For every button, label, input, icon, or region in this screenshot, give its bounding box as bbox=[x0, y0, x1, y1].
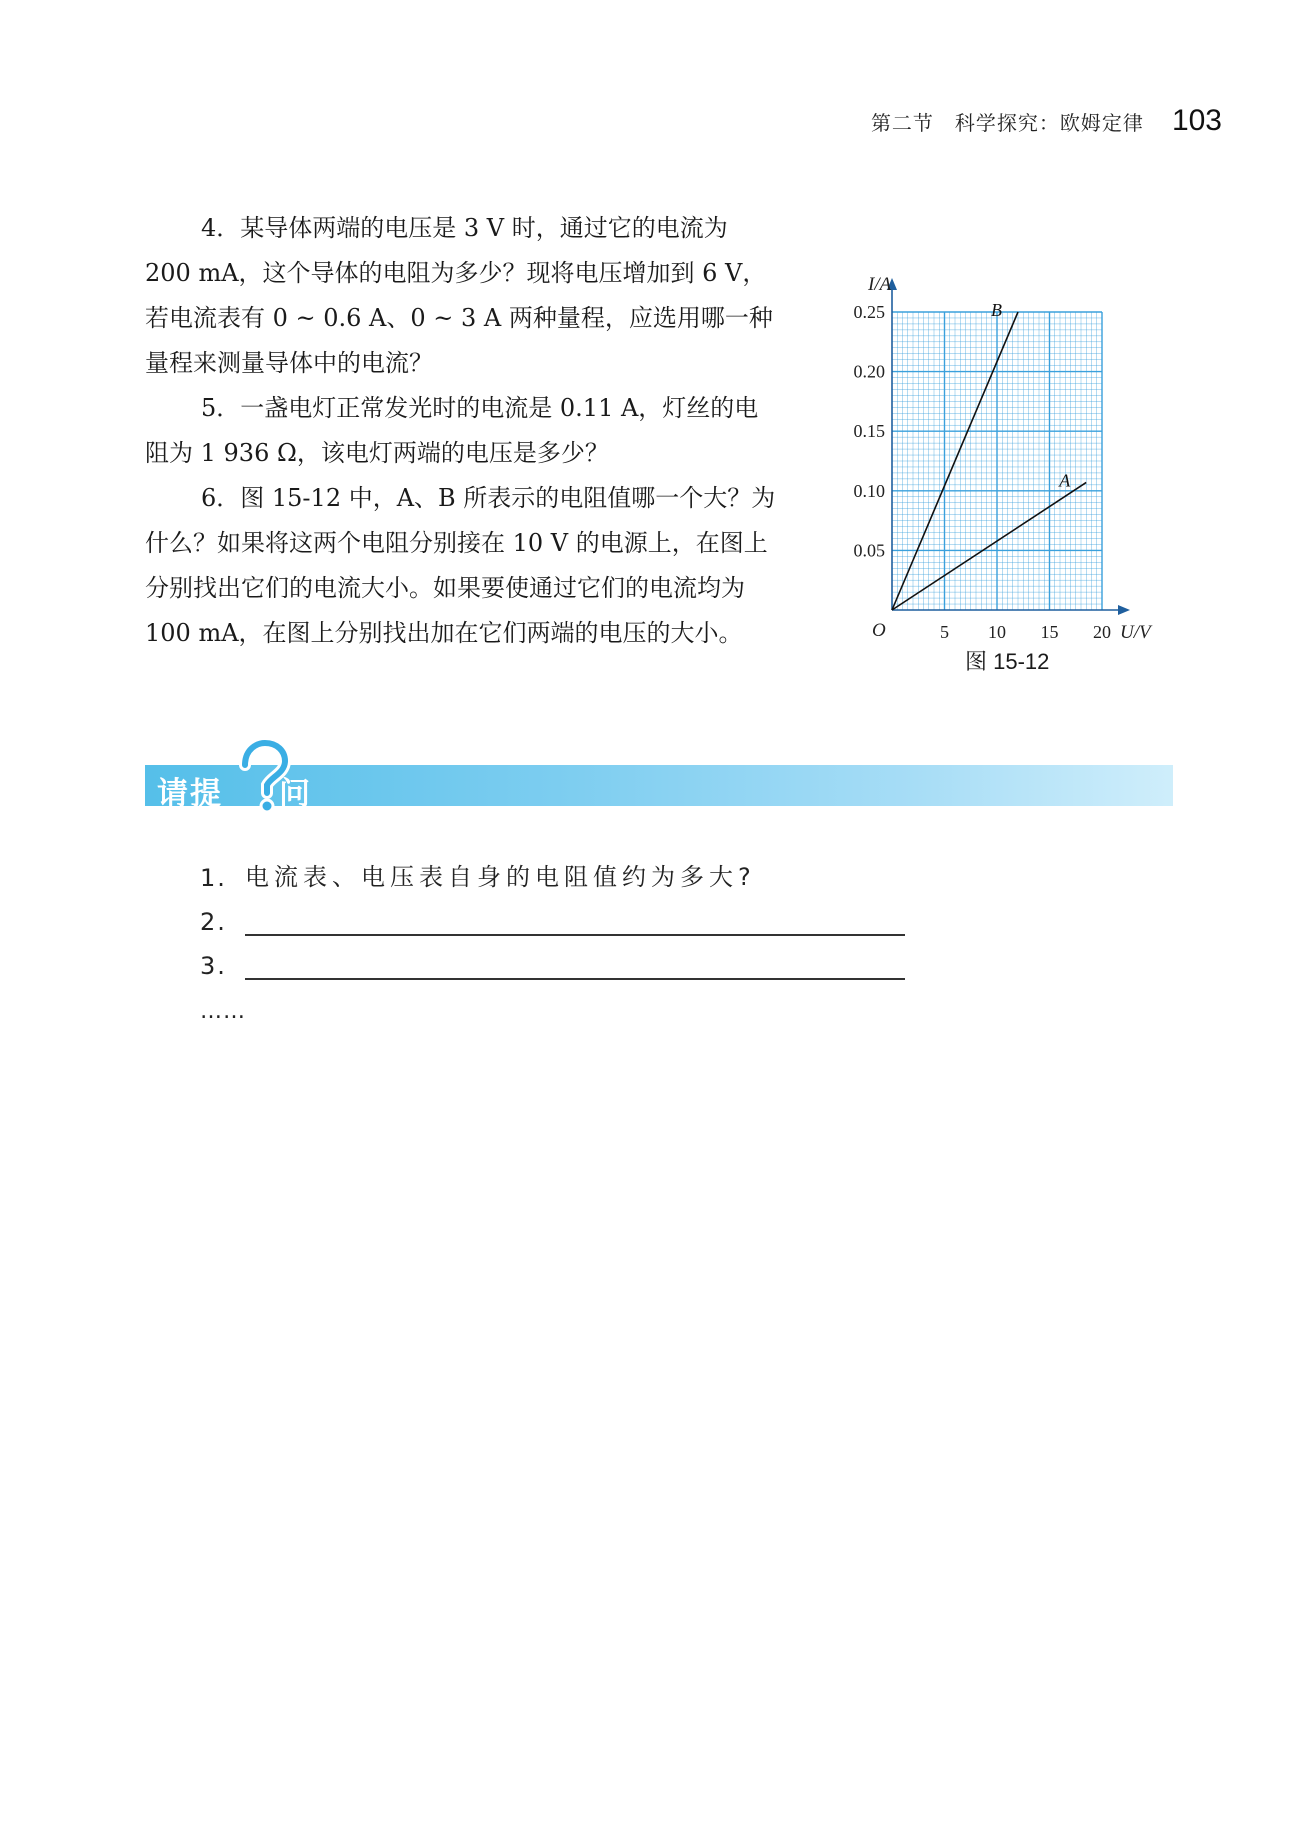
y-tick-label: 0.10 bbox=[853, 480, 885, 501]
series-label-a: A bbox=[1059, 470, 1071, 491]
x-tick-label: 10 bbox=[988, 622, 1006, 640]
ask-questions-banner bbox=[145, 735, 1173, 815]
x-axis-arrow bbox=[1118, 605, 1130, 615]
iu-graph-svg bbox=[845, 200, 1175, 640]
answer-blank-line bbox=[245, 908, 905, 936]
question-number: 1. bbox=[200, 864, 227, 892]
question-item bbox=[200, 848, 920, 892]
question-item bbox=[200, 936, 920, 980]
y-axis-label: I/A bbox=[868, 274, 892, 295]
series-label-b: B bbox=[991, 300, 1002, 320]
iu-graph bbox=[845, 200, 1175, 680]
y-tick-label: 0.15 bbox=[853, 421, 885, 442]
question-number: 3. bbox=[200, 952, 227, 980]
exercise-line: 5．一盏电灯正常发光时的电流是 0.11 A，灯丝的电 bbox=[201, 394, 759, 422]
answer-blank-line bbox=[245, 952, 905, 980]
x-tick-label: 5 bbox=[940, 622, 949, 640]
banner-title-left: 请提 bbox=[157, 776, 223, 812]
exercise-line: 4．某导体两端的电压是 3 V 时，通过它的电流为 bbox=[201, 214, 728, 242]
exercise-line: 200 mA，这个导体的电阻为多少？现将电压增加到 6 V， bbox=[145, 259, 767, 287]
x-tick-label: 15 bbox=[1040, 622, 1059, 640]
section-title: 第二节 科学探究：欧姆定律 bbox=[870, 111, 1144, 135]
question-list bbox=[200, 848, 920, 1024]
question-number: 2. bbox=[200, 908, 227, 936]
origin-label: O bbox=[872, 620, 886, 640]
exercise-line: 6．图 15-12 中，A、B 所表示的电阻值哪一个大？为 bbox=[201, 484, 776, 512]
exercise-line: 分别找出它们的电流大小。如果要使通过它们的电流均为 bbox=[145, 574, 745, 602]
exercise-line: 阻为 1 936 Ω，该电灯两端的电压是多少？ bbox=[145, 439, 609, 467]
banner-title-right: 问 bbox=[279, 776, 312, 812]
y-tick-label: 0.20 bbox=[853, 361, 885, 382]
ellipsis: …… bbox=[200, 999, 246, 1024]
x-axis-label: U/V bbox=[1120, 622, 1151, 640]
question-ellipsis-row bbox=[200, 980, 920, 1024]
exercise-text bbox=[145, 206, 821, 656]
y-tick-label: 0.25 bbox=[853, 302, 885, 322]
figure-caption: 图 15-12 bbox=[965, 649, 1050, 674]
page-number: 103 bbox=[1171, 104, 1222, 137]
exercise-line: 量程来测量导体中的电流？ bbox=[145, 349, 433, 377]
series-line-a bbox=[892, 482, 1086, 610]
exercise-line: 100 mA，在图上分别找出加在它们两端的电压的大小。 bbox=[145, 619, 743, 647]
y-tick-label: 0.05 bbox=[853, 540, 885, 561]
exercise-line: 若电流表有 0 ~ 0.6 A、0 ~ 3 A 两种量程，应选用哪一种 bbox=[145, 304, 773, 332]
page-header bbox=[0, 104, 1222, 138]
x-tick-label: 20 bbox=[1093, 622, 1111, 640]
exercise-line: 什么？如果将这两个电阻分别接在 10 V 的电源上，在图上 bbox=[145, 529, 768, 557]
question-item bbox=[200, 892, 920, 936]
question-text: 电流表、电压表自身的电阻值约为多大? bbox=[245, 863, 756, 891]
